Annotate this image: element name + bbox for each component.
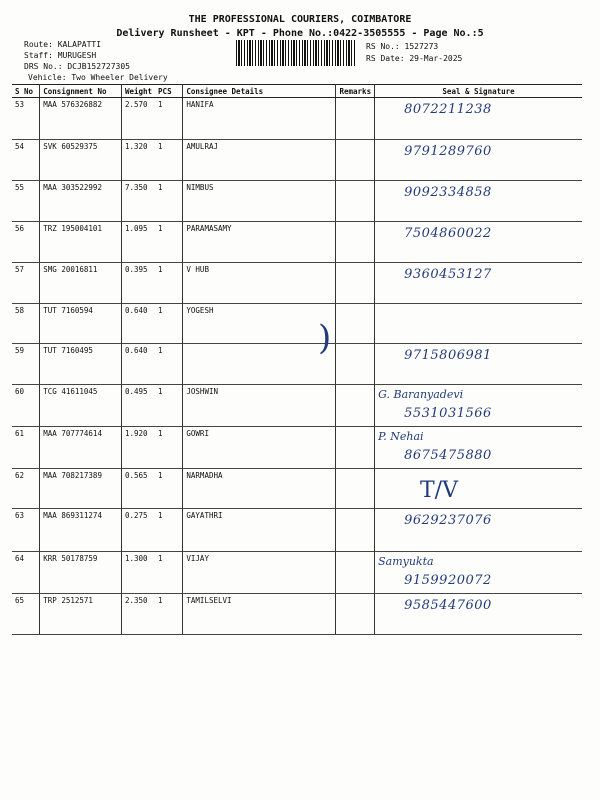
signature-phone: 9092334858: [404, 185, 492, 200]
rs-number: RS No.: 1527273: [366, 42, 439, 51]
row-consignment-no: MAA 303522992: [40, 181, 122, 222]
row-signature: [375, 222, 582, 263]
table-row: [12, 222, 582, 263]
row-remarks: [336, 552, 375, 594]
col-sno: S No: [12, 85, 40, 98]
row-pcs: 1: [155, 181, 183, 222]
table-row: [12, 263, 582, 304]
row-consignment-no: MAA 869311274: [40, 509, 122, 552]
row-consignee-name: HANIFA: [183, 98, 336, 140]
row-weight: 0.565: [121, 469, 155, 509]
row-consignment-no: TUT 7160495: [40, 344, 122, 385]
row-remarks: [336, 140, 375, 181]
vehicle-label: Vehicle: Two Wheeler Delivery: [28, 73, 168, 82]
row-consignment-no: SVK 60529375: [40, 140, 122, 181]
col-signature: Seal & Signature: [375, 85, 582, 98]
signature-text: P. Nehai: [378, 430, 424, 443]
signature-phone: 5531031566: [404, 405, 492, 421]
row-consignee-name: AMULRAJ: [183, 140, 336, 181]
row-weight: 0.395: [121, 263, 155, 304]
row-pcs: 1: [155, 344, 183, 385]
table-header-row: [12, 85, 582, 98]
row-sno: 56: [12, 222, 40, 263]
row-signature: [375, 263, 582, 304]
row-remarks: [336, 427, 375, 469]
row-consignee-name: [183, 344, 336, 385]
row-consignee-name: JOSHWIN: [183, 385, 336, 427]
row-consignee-name: PARAMASAMY: [183, 222, 336, 263]
row-pcs: 1: [155, 427, 183, 469]
row-sno: 53: [12, 98, 40, 140]
table-row: [12, 509, 582, 552]
signature-phone: 9715806981: [404, 348, 492, 363]
col-consignee: Consignee Details: [183, 85, 336, 98]
row-consignment-no: TCG 41611045: [40, 385, 122, 427]
row-sno: 55: [12, 181, 40, 222]
row-consignment-no: TRZ 195004101: [40, 222, 122, 263]
row-pcs: 1: [155, 304, 183, 344]
row-remarks: [336, 304, 375, 344]
row-consignment-no: KRR 50178759: [40, 552, 122, 594]
signature-phone: 9159920072: [404, 572, 492, 588]
runsheet-subtitle: Delivery Runsheet - KPT - Phone No.:0422-3505555 - Page No.:5: [116, 28, 484, 39]
table-row: [12, 304, 582, 344]
row-consignment-no: MAA 707774614: [40, 427, 122, 469]
signature-text: G. Baranyadevi: [378, 388, 464, 401]
row-consignment-no: SMG 20016811: [40, 263, 122, 304]
row-remarks: [336, 181, 375, 222]
row-consignee-name: YOGESH: [183, 304, 336, 344]
row-remarks: [336, 344, 375, 385]
table-row: [12, 181, 582, 222]
barcode-image: [236, 40, 356, 66]
col-pcs: PCS: [155, 85, 183, 98]
row-signature: [375, 304, 582, 344]
row-consignment-no: MAA 576326882: [40, 98, 122, 140]
row-pcs: 1: [155, 140, 183, 181]
table-row: [12, 385, 582, 427]
row-weight: 1.320: [121, 140, 155, 181]
table-row: [12, 594, 582, 635]
runsheet-table: [12, 84, 582, 635]
row-sno: 60: [12, 385, 40, 427]
table-row: [12, 344, 582, 385]
table-row: [12, 98, 582, 140]
row-signature: [375, 344, 582, 385]
row-sno: 59: [12, 344, 40, 385]
row-weight: 1.300: [121, 552, 155, 594]
signature-phone: 9629237076: [404, 513, 492, 528]
row-consignment-no: TUT 7160594: [40, 304, 122, 344]
row-weight: 0.640: [121, 304, 155, 344]
row-pcs: 1: [155, 385, 183, 427]
row-pcs: 1: [155, 509, 183, 552]
drs-label: DRS No.: DCJB152727305: [24, 62, 130, 71]
table-row: [12, 140, 582, 181]
row-pcs: 1: [155, 552, 183, 594]
row-signature: [375, 552, 582, 594]
table-row: [12, 469, 582, 509]
handwritten-bracket-mark: ): [318, 318, 332, 358]
row-signature: [375, 181, 582, 222]
table-row: [12, 552, 582, 594]
signature-phone: 9585447600: [404, 598, 492, 613]
row-remarks: [336, 594, 375, 635]
row-remarks: [336, 469, 375, 509]
row-signature: [375, 469, 582, 509]
row-pcs: 1: [155, 263, 183, 304]
row-remarks: [336, 385, 375, 427]
signature-phone: 9360453127: [404, 267, 492, 282]
row-consignee-name: NIMBUS: [183, 181, 336, 222]
table-row: [12, 427, 582, 469]
row-signature: [375, 385, 582, 427]
row-signature: [375, 427, 582, 469]
row-pcs: 1: [155, 594, 183, 635]
row-signature: [375, 594, 582, 635]
row-pcs: 1: [155, 98, 183, 140]
row-remarks: [336, 98, 375, 140]
row-consignee-name: NARMADHA: [183, 469, 336, 509]
route-label: Route: KALAPATTI: [24, 40, 102, 49]
signature-text: Samyukta: [378, 555, 434, 568]
row-weight: 0.640: [121, 344, 155, 385]
signature-phone: 8072211238: [404, 102, 492, 117]
row-consignee-name: TAMILSELVI: [183, 594, 336, 635]
row-weight: 2.350: [121, 594, 155, 635]
row-remarks: [336, 263, 375, 304]
row-consignee-name: V HUB: [183, 263, 336, 304]
row-consignee-name: GOWRI: [183, 427, 336, 469]
row-pcs: 1: [155, 469, 183, 509]
row-consignee-name: VIJAY: [183, 552, 336, 594]
row-sno: 54: [12, 140, 40, 181]
row-weight: 7.350: [121, 181, 155, 222]
row-signature: [375, 140, 582, 181]
row-sno: 65: [12, 594, 40, 635]
row-signature: [375, 509, 582, 552]
row-signature: [375, 98, 582, 140]
row-weight: 0.275: [121, 509, 155, 552]
row-sno: 57: [12, 263, 40, 304]
col-consignment: Consignment No: [40, 85, 122, 98]
signature-phone: 9791289760: [404, 144, 492, 159]
staff-label: Staff: MURUGESH: [24, 51, 97, 60]
row-consignment-no: TRP 2512571: [40, 594, 122, 635]
row-sno: 64: [12, 552, 40, 594]
row-sno: 63: [12, 509, 40, 552]
row-sno: 61: [12, 427, 40, 469]
rs-date: RS Date: 29-Mar-2025: [366, 54, 463, 63]
row-weight: 1.095: [121, 222, 155, 263]
row-weight: 0.495: [121, 385, 155, 427]
row-consignment-no: MAA 708217389: [40, 469, 122, 509]
row-weight: 1.920: [121, 427, 155, 469]
handwritten-tv-mark: T/V: [420, 478, 458, 503]
signature-phone: 7504860022: [404, 226, 492, 241]
signature-phone: 8675475880: [404, 447, 492, 463]
row-pcs: 1: [155, 222, 183, 263]
company-title: THE PROFESSIONAL COURIERS, COIMBATORE: [188, 14, 412, 25]
row-sno: 62: [12, 469, 40, 509]
row-remarks: [336, 509, 375, 552]
row-weight: 2.570: [121, 98, 155, 140]
row-remarks: [336, 222, 375, 263]
col-weight: Weight: [121, 85, 155, 98]
col-remarks: Remarks: [336, 85, 375, 98]
row-consignee-name: GAYATHRI: [183, 509, 336, 552]
row-sno: 58: [12, 304, 40, 344]
